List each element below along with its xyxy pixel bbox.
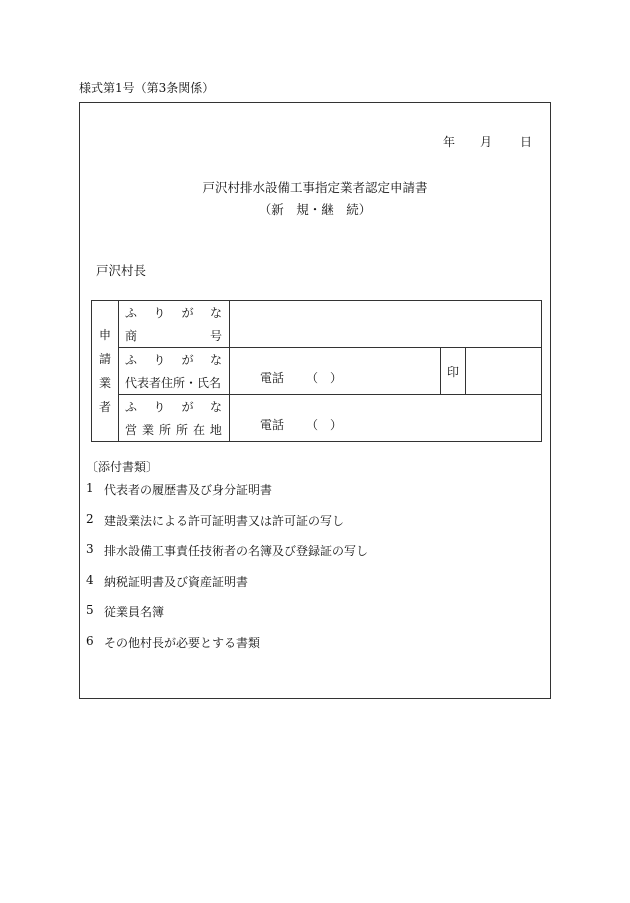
date-line — [443, 133, 532, 150]
list-item: 6 その他村長が必要とする書類 — [86, 633, 261, 650]
date-day: 日 — [519, 135, 532, 149]
representative-label: ふ り が な 代表者住所・氏名 — [119, 348, 230, 395]
form-number: 様式第1号（第3条関係） — [79, 81, 215, 95]
document-subtitle: （新 規・継 続） — [258, 202, 372, 217]
trade-name-label: ふ り が な 商 号 — [119, 301, 230, 348]
office-location-label: ふ り が な 営 業 所 所 在 地 — [119, 395, 230, 442]
applicant-side-label: 申 請 業 者 — [92, 301, 119, 442]
document-title: 戸沢村排水設備工事指定業者認定申請書 — [202, 180, 428, 195]
list-item: 1 代表者の履歴書及び身分証明書 — [86, 481, 273, 497]
attachments-heading: 〔添付書類〕 — [86, 460, 159, 474]
list-item: 2 建設業法による許可証明書又は許可証の写し — [86, 511, 345, 528]
applicant-table — [91, 300, 542, 442]
attachments-list — [86, 481, 368, 664]
office-location-field[interactable]: 電話 （ ） — [230, 395, 542, 442]
date-year: 年 — [442, 135, 455, 149]
trade-name-field[interactable] — [230, 301, 542, 348]
seal-field[interactable] — [466, 348, 542, 395]
seal-mark: 印 — [441, 348, 466, 395]
list-item: 3 排水設備工事責任技術者の名簿及び登録証の写し — [86, 542, 369, 558]
list-item: 5 従業員名簿 — [86, 603, 165, 619]
date-month: 月 — [479, 135, 492, 149]
representative-field[interactable]: 電話 （ ） — [230, 348, 441, 395]
addressee: 戸沢村長 — [96, 263, 147, 278]
list-item: 4 納税証明書及び資産証明書 — [86, 572, 249, 589]
form-frame — [79, 102, 551, 699]
